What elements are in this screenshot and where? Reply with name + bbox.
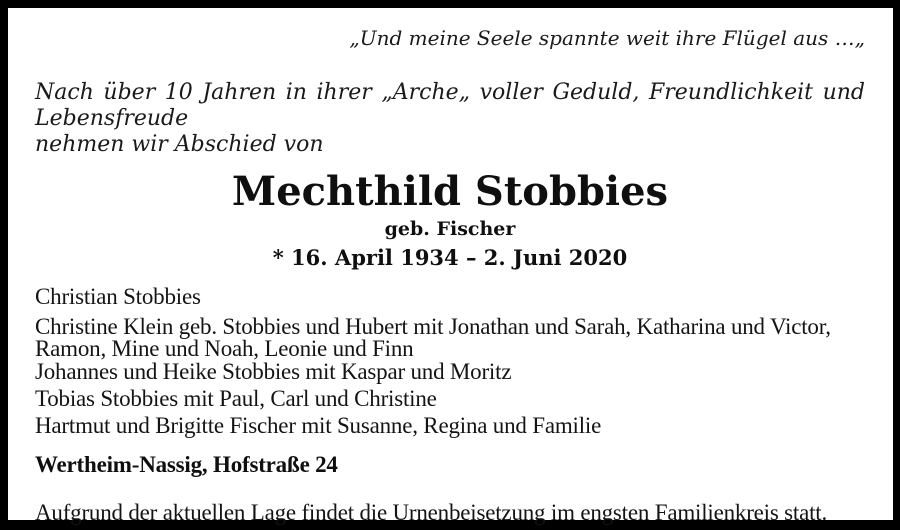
mourner-group bbox=[35, 361, 865, 383]
mourner-group bbox=[35, 286, 865, 308]
address-line: Wertheim-Nassig, Hofstraße 24 bbox=[35, 452, 338, 477]
intro-paragraph bbox=[35, 80, 865, 158]
mourner-group bbox=[35, 388, 865, 410]
intro-line-2: nehmen wir Abschied von bbox=[35, 132, 324, 157]
mourner-line: Ramon, Mine und Noah, Leonie und Finn bbox=[35, 336, 414, 361]
closing-line: Aufgrund der aktuellen Lage findet die Urnenbeisetzung im engsten Familienkreis statt. bbox=[35, 500, 828, 525]
mourner-line: Christine Klein geb. Stobbies und Hubert mit Jonathan und Sarah, Katharina und Victor, bbox=[35, 314, 831, 339]
mourner-line: Johannes und Heike Stobbies mit Kaspar und Moritz bbox=[35, 359, 512, 384]
deceased-block bbox=[35, 170, 865, 270]
mourner-line: Hartmut und Brigitte Fischer mit Susanne, Regina und Familie bbox=[35, 413, 602, 438]
mourner-line: Tobias Stobbies mit Paul, Carl und Christine bbox=[35, 386, 437, 411]
mourner-line: Christian Stobbies bbox=[35, 284, 201, 309]
opening-quote: „Und meine Seele spannte weit ihre Flügel aus …„ bbox=[349, 26, 865, 50]
mourner-group bbox=[35, 415, 865, 437]
maiden-name: geb. Fischer bbox=[384, 218, 516, 240]
intro-line-1: Nach über 10 Jahren in ihrer „Arche„ voller Geduld, Freundlichkeit und Lebensfreude bbox=[35, 80, 865, 131]
deceased-name: Mechthild Stobbies bbox=[231, 168, 669, 215]
life-dates: * 16. April 1934 – 2. Juni 2020 bbox=[272, 245, 628, 270]
mourners-list bbox=[35, 286, 865, 437]
mourner-group bbox=[35, 316, 865, 360]
obituary-notice bbox=[8, 8, 893, 525]
